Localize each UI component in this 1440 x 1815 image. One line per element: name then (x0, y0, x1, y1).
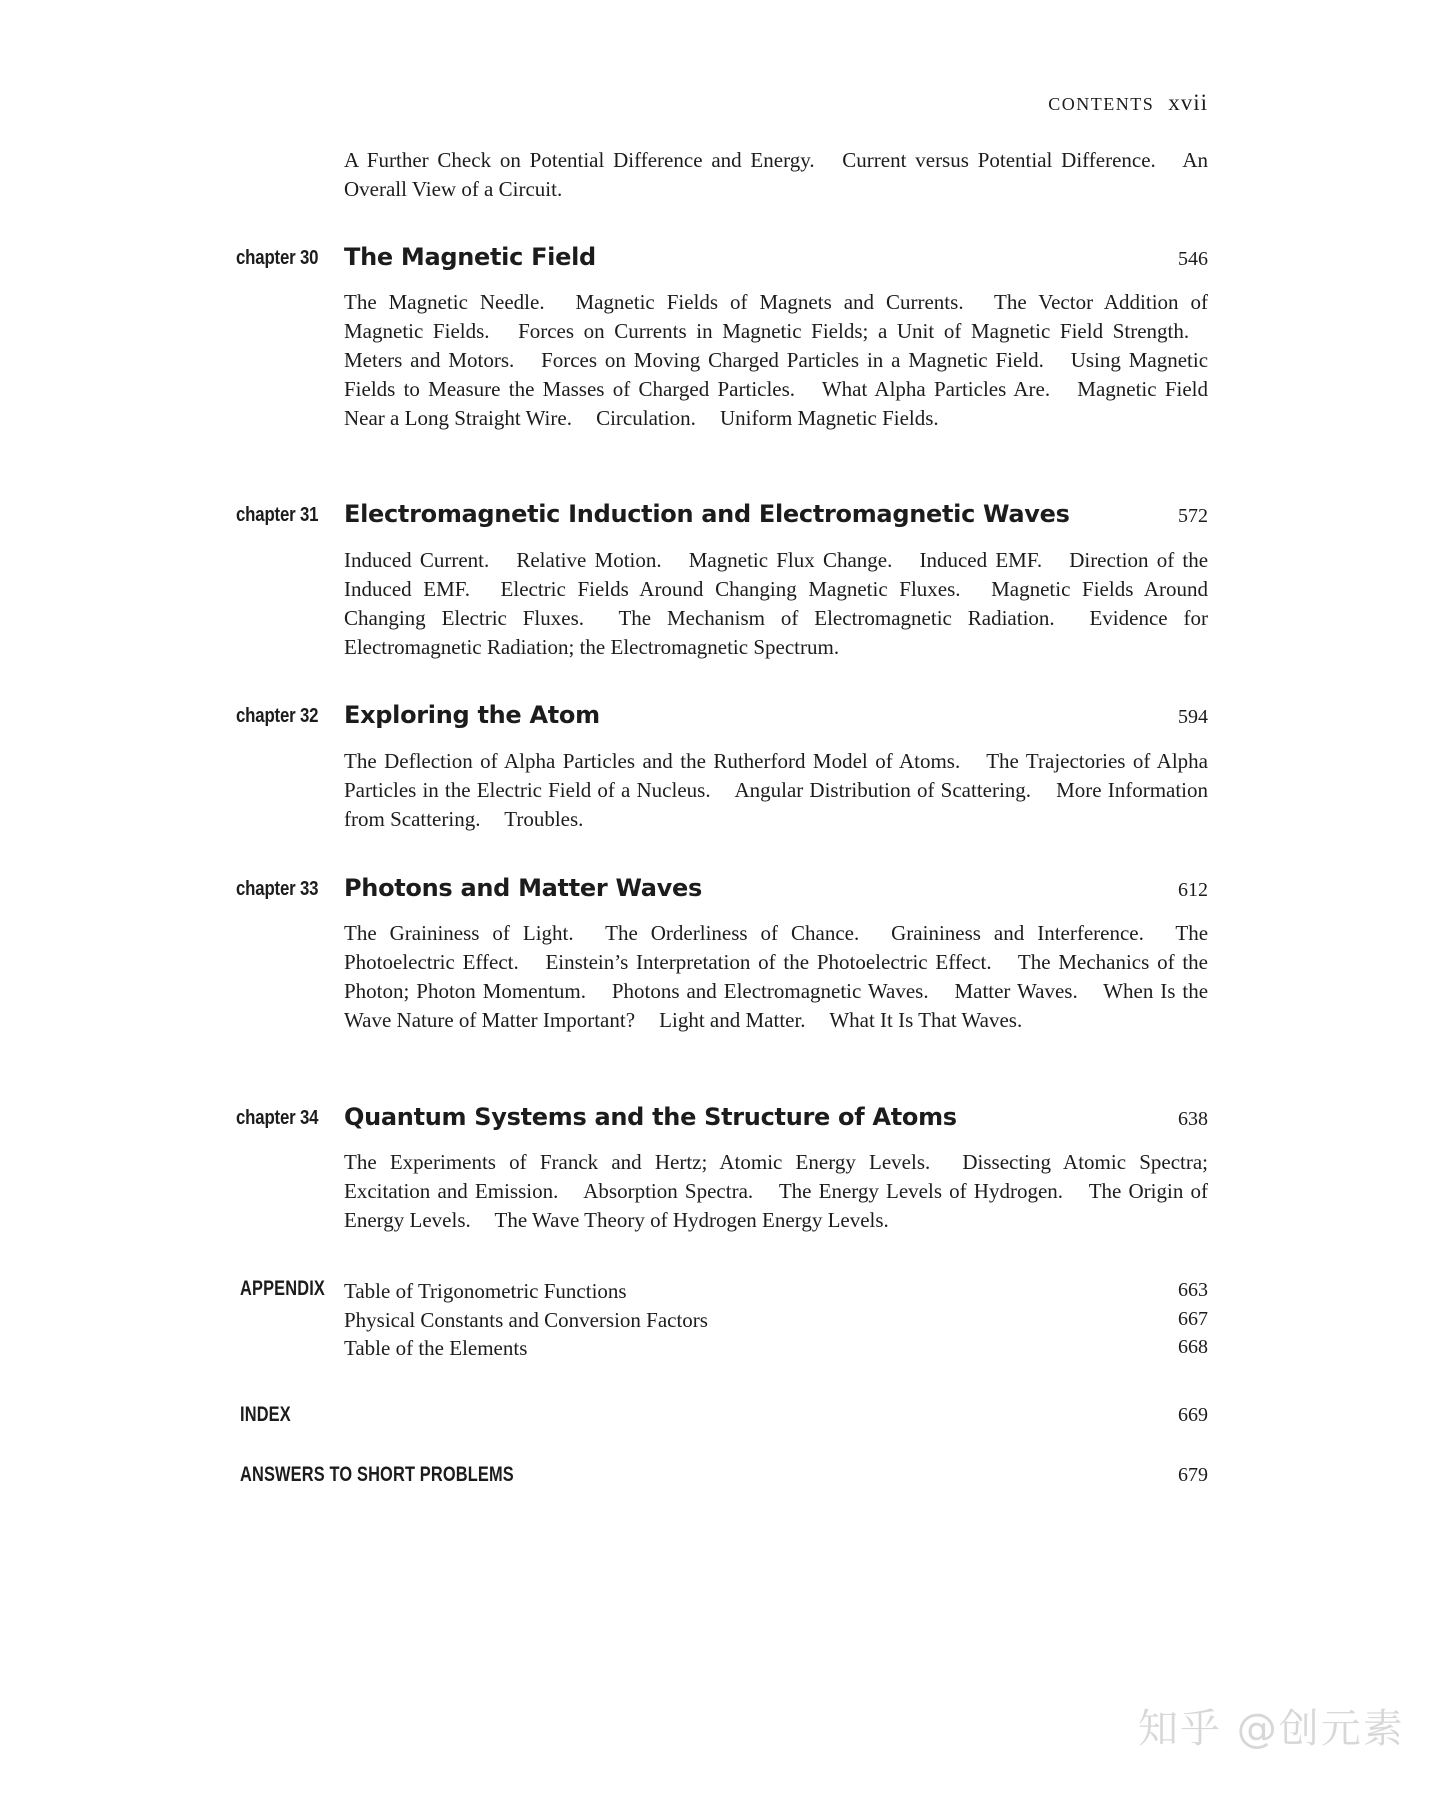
appendix-label: APPENDIX (240, 1277, 325, 1300)
chapter-topics (344, 288, 1208, 433)
topic: The Wave Theory of Hydrogen Energy Levels. (494, 1208, 889, 1232)
chapter-page-number: 594 (1178, 706, 1208, 728)
chapter-label: chapter 32 (236, 705, 319, 727)
chapter-label: chapter 34 (236, 1107, 319, 1129)
appendix-entry-page: 668 (1178, 1336, 1208, 1358)
continued-topics (344, 146, 1208, 204)
chapter-page-number: 638 (1178, 1108, 1208, 1130)
chapter-heading (236, 241, 1208, 275)
appendix-entry-page: 663 (1178, 1279, 1208, 1301)
topic: Using Magnetic Fields to Measure the Masses of Charged Particles. (344, 348, 1209, 401)
topic: A Further Check on Potential Difference and Energy. (344, 148, 815, 172)
topic: Meters and Motors. (344, 348, 515, 372)
chapter-heading (236, 498, 1208, 532)
appendix-entry-title: Table of the Elements (344, 1336, 528, 1360)
topic: Magnetic Field Near a Long Straight Wire. (344, 377, 1208, 430)
running-head (1048, 90, 1208, 116)
chapter-title: Electromagnetic Induction and Electromagnetic Waves (344, 500, 1070, 528)
topic: Magnetic Fields Around Changing Electric Fluxes. (344, 577, 1209, 630)
chapter-topics (344, 919, 1208, 1035)
chapter-title: Quantum Systems and the Structure of Atoms (344, 1103, 957, 1131)
topic: Current versus Potential Difference. (842, 148, 1156, 172)
topic: Dissecting Atomic Spectra; Excitation and Emission. (344, 1150, 1209, 1203)
appendix-entry-title: Physical Constants and Conversion Factors (344, 1308, 708, 1332)
chapter-topics (344, 546, 1208, 662)
chapter-heading (236, 872, 1208, 906)
topic: The Mechanism of Electromagnetic Radiation. (618, 606, 1055, 630)
appendix-entry (344, 1336, 1208, 1365)
topic: Troubles. (504, 807, 584, 831)
appendix-entry (344, 1308, 1208, 1337)
chapter-page-number: 546 (1178, 248, 1208, 270)
topic: The Deflection of Alpha Particles and the Rutherford Model of Atoms. (344, 749, 961, 773)
chapter-title: The Magnetic Field (344, 243, 596, 271)
chapter-page-number: 612 (1178, 879, 1208, 901)
answers-page-number: 679 (1178, 1464, 1208, 1486)
topic: What Alpha Particles Are. (821, 377, 1051, 401)
topic: The Magnetic Needle. (344, 290, 545, 314)
chapter-label: chapter 30 (236, 247, 319, 269)
running-head-page-number: xvii (1168, 90, 1208, 115)
topic: The Vector Addition of Magnetic Fields. (344, 290, 1208, 343)
topic: Induced EMF. (919, 548, 1043, 572)
chapter-title: Exploring the Atom (344, 701, 600, 729)
topic: Matter Waves. (954, 979, 1078, 1003)
topic: An Overall View of a Circuit. (344, 148, 1209, 201)
topic: Evidence for Electromagnetic Radiation; the Electromagnetic Spectrum. (344, 606, 1208, 659)
chapter-page-number: 572 (1178, 505, 1208, 527)
topic: The Energy Levels of Hydrogen. (778, 1179, 1064, 1203)
topic: Photons and Electromagnetic Waves. (611, 979, 929, 1003)
chapter-heading (236, 1101, 1208, 1135)
topic: The Origin of Energy Levels. (344, 1179, 1208, 1232)
topic: Uniform Magnetic Fields. (719, 406, 939, 430)
index-page-number: 669 (1178, 1404, 1208, 1426)
topic: Forces on Currents in Magnetic Fields; a Unit of Magnetic Field Strength. (518, 319, 1190, 343)
topic: Angular Distribution of Scattering. (734, 778, 1032, 802)
chapter-topics (344, 747, 1208, 834)
topic: When Is the Wave Nature of Matter Important? (344, 979, 1209, 1032)
topic: Electric Fields Around Changing Magnetic Fluxes. (500, 577, 961, 601)
topic: The Mechanics of the Photon; Photon Momentum. (344, 950, 1209, 1003)
topic: The Graininess of Light. (344, 921, 574, 945)
topic: The Photoelectric Effect. (344, 921, 1209, 974)
topic: Direction of the Induced EMF. (344, 548, 1209, 601)
chapter-topics (344, 1148, 1208, 1235)
topic: More Information from Scattering. (344, 778, 1209, 831)
appendix-entry (344, 1279, 1208, 1308)
running-head-label: CONTENTS (1048, 94, 1155, 114)
topic: Light and Matter. (659, 1008, 806, 1032)
appendix-entry-title: Table of Trigonometric Functions (344, 1279, 627, 1303)
topic: Circulation. (596, 406, 696, 430)
answers-label: ANSWERS TO SHORT PROBLEMS (240, 1463, 514, 1486)
topic: Magnetic Flux Change. (688, 548, 893, 572)
topic: The Orderliness of Chance. (605, 921, 860, 945)
topic: Einstein’s Interpretation of the Photoelectric Effect. (545, 950, 992, 974)
topic: The Experiments of Franck and Hertz; Atomic Energy Levels. (344, 1150, 931, 1174)
watermark: 知乎 @创元素 (1138, 1706, 1405, 1752)
chapter-label: chapter 33 (236, 878, 319, 900)
topic: Forces on Moving Charged Particles in a Magnetic Field. (541, 348, 1044, 372)
topic: Induced Current. (344, 548, 490, 572)
chapter-label: chapter 31 (236, 504, 319, 526)
index-label: INDEX (240, 1403, 291, 1426)
topic: What It Is That Waves. (829, 1008, 1023, 1032)
appendix-entry-page: 667 (1178, 1308, 1208, 1330)
topic: Absorption Spectra. (583, 1179, 754, 1203)
topic: Magnetic Fields of Magnets and Currents. (575, 290, 964, 314)
chapter-title: Photons and Matter Waves (344, 874, 702, 902)
topic: Graininess and Interference. (891, 921, 1144, 945)
topic: The Trajectories of Alpha Particles in the Electric Field of a Nucleus. (344, 749, 1208, 802)
chapter-heading (236, 699, 1208, 733)
topic: Relative Motion. (516, 548, 662, 572)
